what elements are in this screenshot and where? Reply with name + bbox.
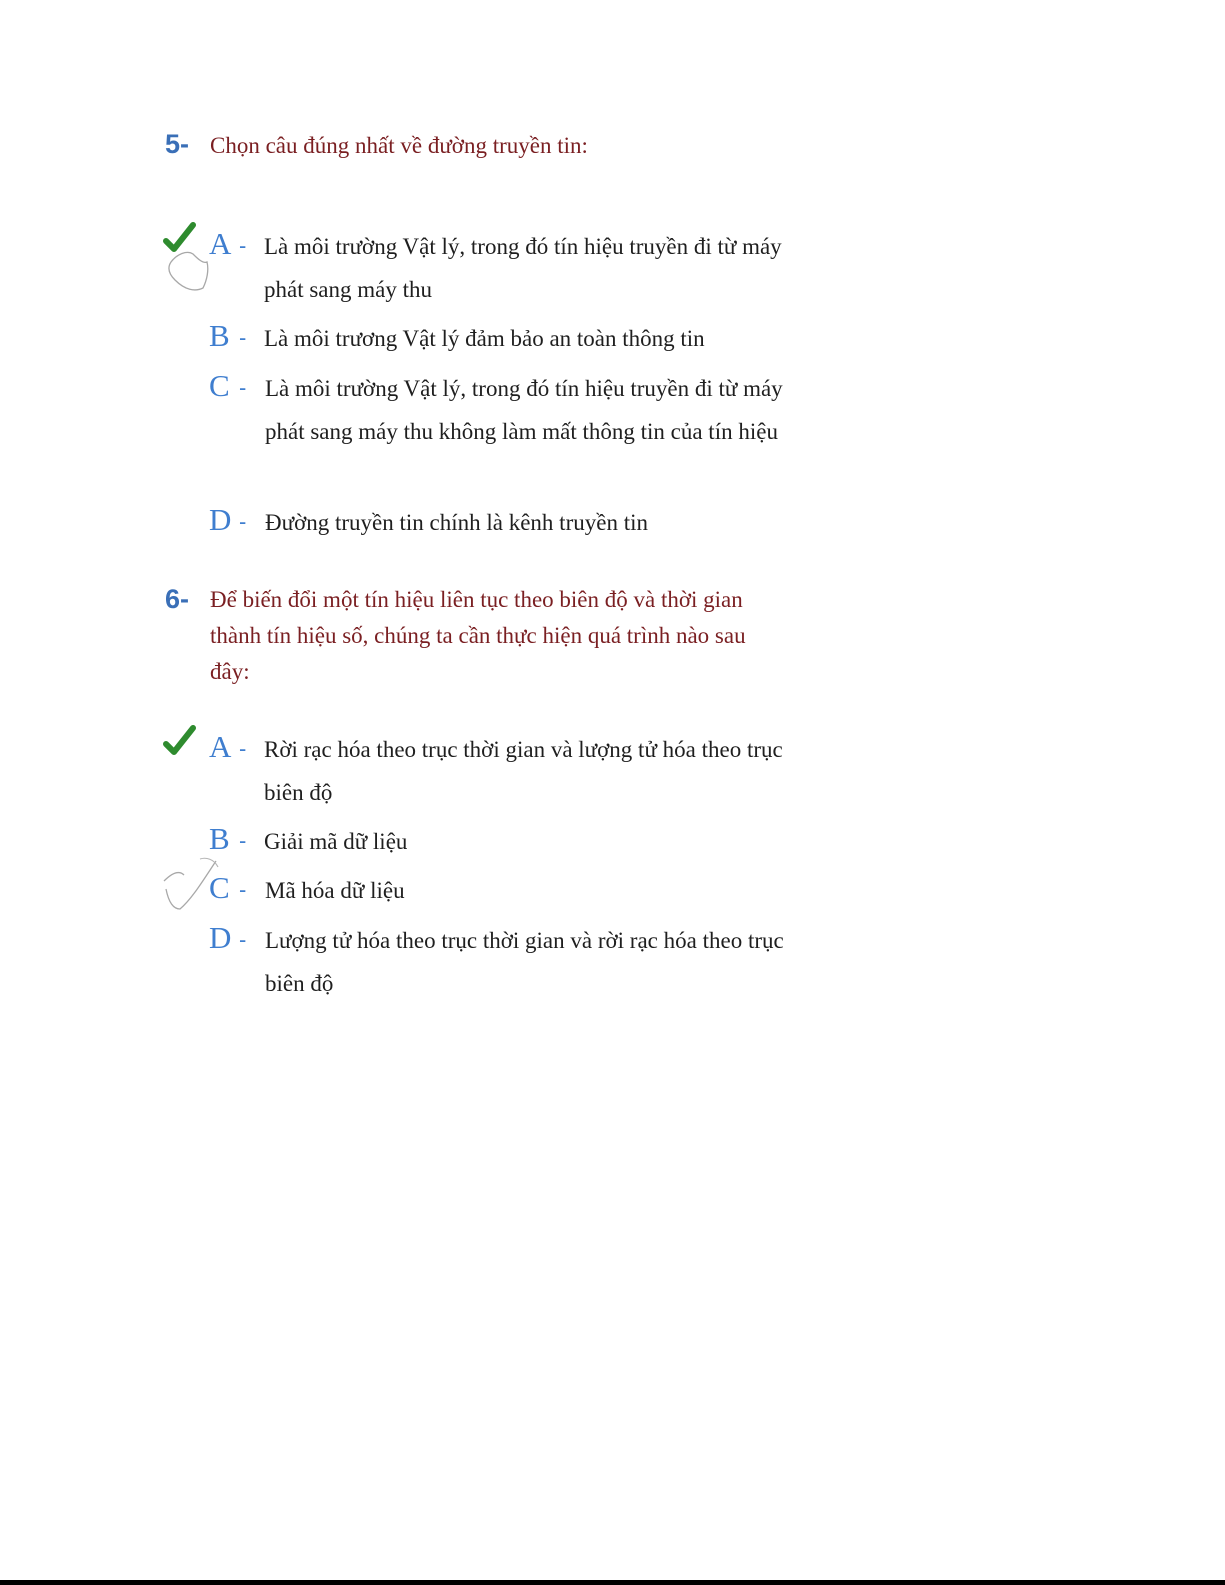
- option-dash: -: [239, 828, 247, 853]
- option-text: Là môi trường Vật lý, trong đó tín hiệu truyền đi từ máy phát sang máy thu không làm mất thông tin của tín hiệu: [265, 376, 783, 444]
- option-letter: C: [209, 870, 230, 905]
- option-dash: -: [239, 325, 247, 350]
- option-dash: -: [239, 927, 247, 952]
- option-letter: A: [209, 226, 232, 261]
- question-number: 5-: [165, 129, 190, 159]
- check-icon: [163, 725, 197, 759]
- option-text: Giải mã dữ liệu: [264, 829, 408, 854]
- option-text: Đường truyền tin chính là kênh truyền tin: [265, 510, 648, 535]
- option-text: Là môi trường Vật lý, trong đó tín hiệu truyền đi từ máy phát sang máy thu: [264, 234, 782, 302]
- option-dash: -: [239, 233, 247, 258]
- option-text: Rời rạc hóa theo trục thời gian và lượng tử hóa theo trục biên độ: [264, 737, 783, 805]
- option-letter: A: [209, 729, 232, 764]
- option-text: Mã hóa dữ liệu: [265, 878, 405, 903]
- question-text: Chọn câu đúng nhất về đường truyền tin:: [210, 133, 588, 158]
- option-letter: D: [209, 502, 232, 537]
- option-letter: B: [209, 821, 230, 856]
- option-text: Lượng tử hóa theo trục thời gian và rời rạc hóa theo trục biên độ: [265, 928, 784, 996]
- option-dash: -: [239, 877, 247, 902]
- option-letter: B: [209, 318, 230, 353]
- faint-check-scribble: [163, 240, 215, 295]
- option-dash: -: [239, 509, 247, 534]
- question-number: 6-: [165, 584, 190, 614]
- option-letter: C: [209, 368, 230, 403]
- option-text: Là môi trương Vật lý đảm bảo an toàn thông tin: [264, 326, 705, 351]
- option-dash: -: [239, 736, 247, 761]
- question-text: Để biến đổi một tín hiệu liên tục theo biên độ và thời gian thành tín hiệu số, chúng ta cần thực hiện quá trình nào sau đây:: [210, 587, 746, 684]
- page-bottom-border: [0, 1580, 1225, 1585]
- option-dash: -: [239, 375, 247, 400]
- option-letter: D: [209, 920, 232, 955]
